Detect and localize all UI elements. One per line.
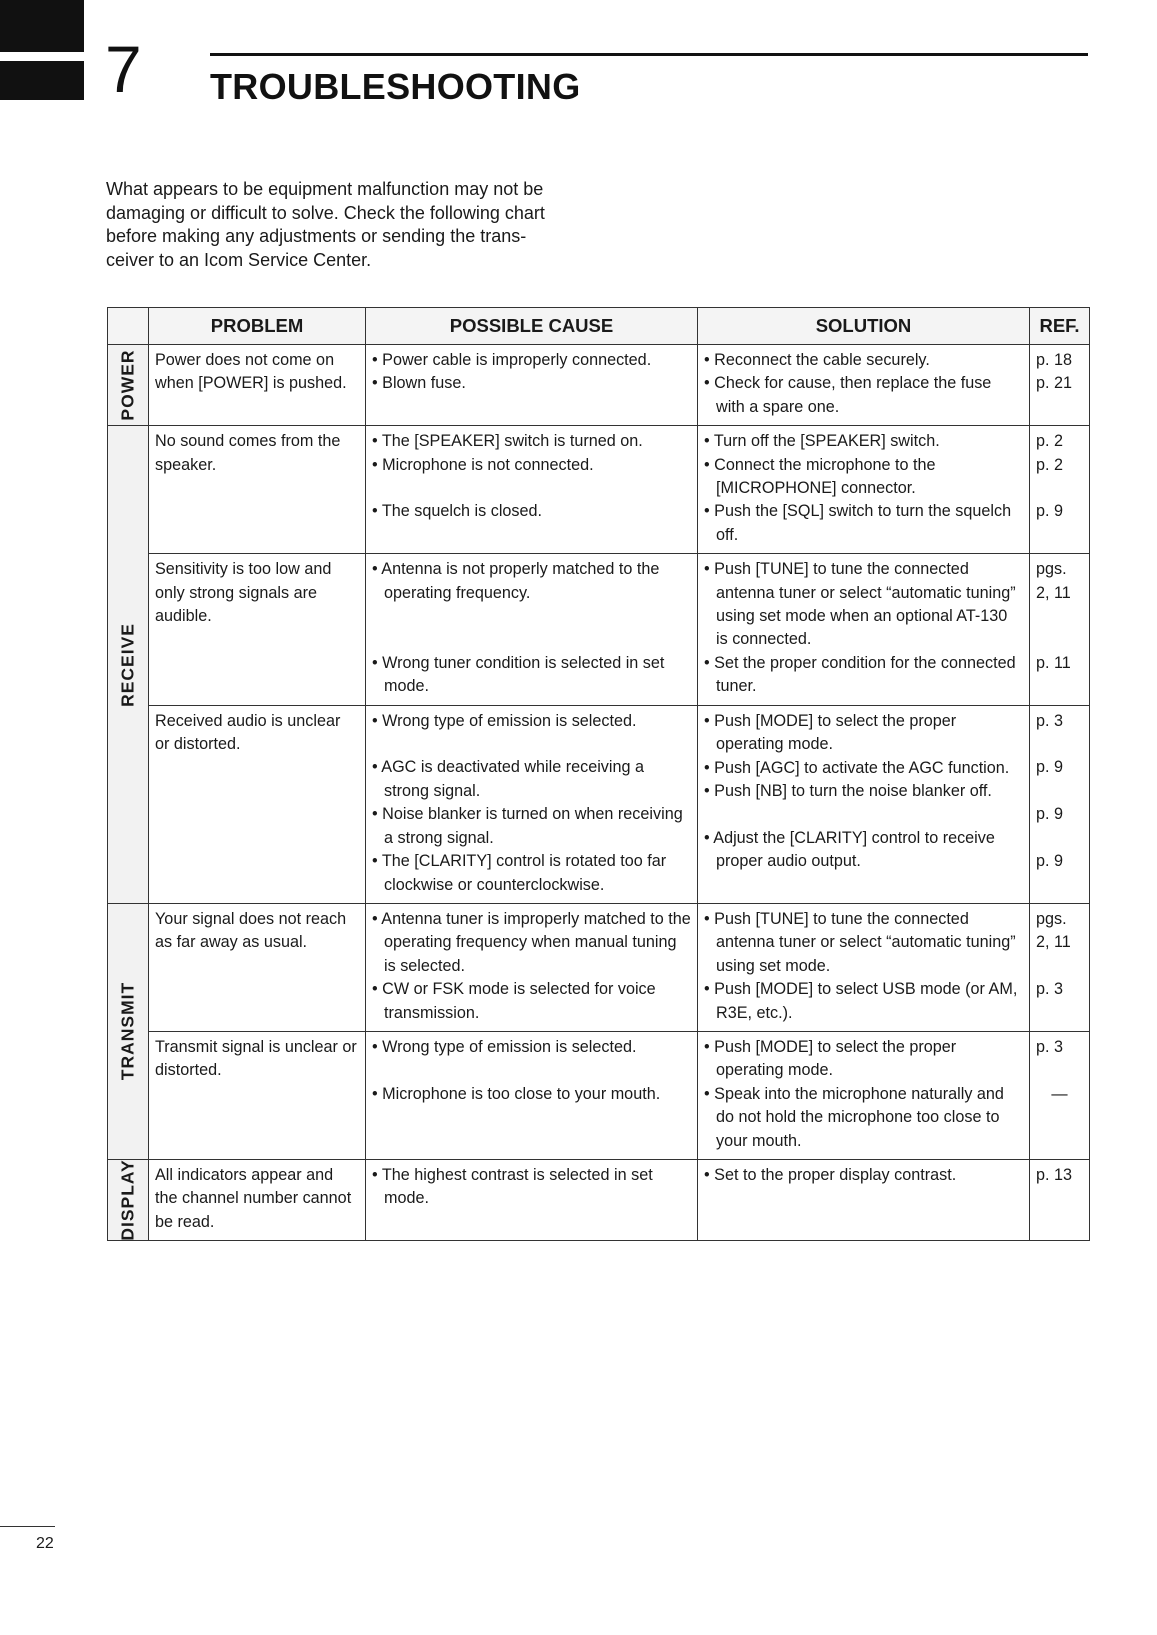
solution-item: • Push [TUNE] to tune the connected antenna tuner or select “automatic tuning” using set mode when an optional AT-130 is connected. bbox=[704, 560, 1016, 649]
solution-cell bbox=[698, 1159, 1030, 1240]
ref-item: pgs. bbox=[1036, 560, 1067, 579]
solution-cell bbox=[698, 345, 1030, 426]
ref-item: p. 11 bbox=[1036, 653, 1071, 672]
intro-line: before making any adjustments or sending the trans- bbox=[106, 226, 527, 246]
ref-item: 2, 11 bbox=[1036, 933, 1071, 952]
table-row bbox=[108, 705, 1090, 903]
intro-line: What appears to be equipment malfunction may not be bbox=[106, 179, 544, 199]
solution-cell bbox=[698, 426, 1030, 554]
category-receive bbox=[108, 426, 149, 904]
ref-cell bbox=[1030, 705, 1090, 903]
ref-item: p. 21 bbox=[1036, 374, 1073, 393]
cause-item: • AGC is deactivated while receiving a strong signal. bbox=[372, 758, 644, 800]
intro-paragraph bbox=[106, 178, 576, 272]
ref-item: p. 18 bbox=[1036, 351, 1073, 369]
solution-item: • Push [MODE] to select the proper operating mode. bbox=[704, 1037, 957, 1080]
cause-item: • Antenna is not properly matched to the operating frequency. bbox=[372, 560, 660, 602]
problem-cell: No sound comes from the speaker. bbox=[149, 426, 366, 554]
header-cause: POSSIBLE CAUSE bbox=[366, 308, 698, 345]
table-header-row bbox=[108, 308, 1090, 345]
solution-item: • Set the proper condition for the connected tuner. bbox=[704, 653, 1016, 696]
ref-cell bbox=[1030, 1031, 1090, 1159]
ref-item: pgs. bbox=[1036, 909, 1067, 928]
solution-item: • Push the [SQL] switch to turn the squelch off. bbox=[704, 502, 1012, 544]
category-label: TRANSMIT bbox=[117, 982, 138, 1081]
ref-item: p. 3 bbox=[1036, 711, 1064, 730]
chapter-title: TROUBLESHOOTING bbox=[210, 66, 581, 107]
cause-item: • The squelch is closed. bbox=[372, 502, 543, 521]
header-ref: REF. bbox=[1030, 308, 1090, 345]
header-problem: PROBLEM bbox=[149, 308, 366, 345]
solution-item: • Speak into the microphone naturally and do not hold the microphone too close to your mouth. bbox=[704, 1084, 1004, 1150]
cause-item: • Power cable is improperly connected. bbox=[372, 351, 652, 369]
solution-item: • Push [NB] to turn the noise blanker off. bbox=[704, 781, 992, 800]
chapter-tab-top bbox=[0, 0, 84, 52]
ref-item: p. 2 bbox=[1036, 455, 1064, 474]
ref-item: p. 3 bbox=[1036, 980, 1064, 999]
category-transmit bbox=[108, 903, 149, 1159]
ref-cell bbox=[1030, 345, 1090, 426]
solution-item: • Push [TUNE] to tune the connected antenna tuner or select “automatic tuning” using set mode. bbox=[704, 909, 1016, 975]
cause-item: • Wrong type of emission is selected. bbox=[372, 1037, 637, 1056]
cause-cell bbox=[366, 426, 698, 554]
ref-item: p. 2 bbox=[1036, 432, 1064, 451]
cause-item: • Microphone is too close to your mouth. bbox=[372, 1084, 661, 1103]
ref-item: 2, 11 bbox=[1036, 583, 1071, 602]
category-label: POWER bbox=[117, 349, 138, 421]
category-label: RECEIVE bbox=[117, 622, 138, 707]
solution-cell bbox=[698, 1031, 1030, 1159]
header-rule bbox=[210, 53, 1088, 56]
chapter-number: 7 bbox=[105, 32, 142, 106]
ref-item: p. 13 bbox=[1036, 1165, 1073, 1184]
solution-item: • Push [MODE] to select the proper operating mode. bbox=[704, 711, 957, 754]
cause-item: • Blown fuse. bbox=[372, 374, 466, 393]
solution-item: • Push [MODE] to select USB mode (or AM, R3E, etc.). bbox=[704, 980, 1018, 1022]
ref-item: p. 9 bbox=[1036, 758, 1064, 777]
category-display bbox=[108, 1159, 149, 1240]
problem-cell: Received audio is unclear or distorted. bbox=[149, 705, 366, 903]
solution-item: • Turn off the [SPEAKER] switch. bbox=[704, 432, 940, 451]
cause-item: • The highest contrast is selected in set mode. bbox=[372, 1165, 653, 1208]
cause-item: • Antenna tuner is improperly matched to the operating frequency when manual tuning is selected. bbox=[372, 909, 691, 975]
cause-item: • The [SPEAKER] switch is turned on. bbox=[372, 432, 643, 451]
table-row bbox=[108, 1159, 1090, 1240]
solution-item: • Push [AGC] to activate the AGC function. bbox=[704, 758, 1010, 777]
ref-cell bbox=[1030, 903, 1090, 1031]
cause-cell bbox=[366, 1159, 698, 1240]
problem-cell: Transmit signal is unclear or distorted. bbox=[149, 1031, 366, 1159]
problem-cell: All indicators appear and the channel number cannot be read. bbox=[149, 1159, 366, 1240]
ref-cell bbox=[1030, 554, 1090, 705]
problem-cell: Your signal does not reach as far away as usual. bbox=[149, 903, 366, 1031]
intro-line: damaging or difficult to solve. Check the following chart bbox=[106, 202, 545, 223]
cause-item: • Wrong tuner condition is selected in set mode. bbox=[372, 653, 665, 696]
header-category bbox=[108, 308, 149, 345]
ref-item: p. 9 bbox=[1036, 502, 1064, 521]
category-label: DISPLAY bbox=[117, 1159, 138, 1241]
table-row bbox=[108, 903, 1090, 1031]
problem-cell: Power does not come on when [POWER] is pushed. bbox=[149, 345, 366, 426]
cause-item: • The [CLARITY] control is rotated too far clockwise or counterclockwise. bbox=[372, 852, 667, 894]
solution-item: • Adjust the [CLARITY] control to receive proper audio output. bbox=[704, 828, 995, 871]
intro-line: ceiver to an Icom Service Center. bbox=[106, 249, 372, 270]
cause-cell bbox=[366, 903, 698, 1031]
chapter-tab-bottom bbox=[0, 61, 84, 100]
table-row bbox=[108, 1031, 1090, 1159]
solution-item: • Check for cause, then replace the fuse with a spare one. bbox=[704, 374, 992, 416]
cause-item: • Noise blanker is turned on when receiving a strong signal. bbox=[372, 805, 683, 847]
ref-cell bbox=[1030, 1159, 1090, 1240]
footer-rule bbox=[0, 1526, 55, 1527]
ref-item: — bbox=[1051, 1084, 1068, 1103]
troubleshooting-table bbox=[107, 307, 1090, 1241]
table-row bbox=[108, 345, 1090, 426]
header-solution: SOLUTION bbox=[698, 308, 1030, 345]
category-power bbox=[108, 345, 149, 426]
cause-cell bbox=[366, 1031, 698, 1159]
table-row bbox=[108, 426, 1090, 554]
ref-cell bbox=[1030, 426, 1090, 554]
solution-item: • Set to the proper display contrast. bbox=[704, 1165, 957, 1184]
problem-cell: Sensitivity is too low and only strong signals are audible. bbox=[149, 554, 366, 705]
ref-item: p. 3 bbox=[1036, 1037, 1064, 1056]
cause-cell bbox=[366, 345, 698, 426]
solution-cell bbox=[698, 554, 1030, 705]
cause-cell bbox=[366, 705, 698, 903]
cause-item: • Microphone is not connected. bbox=[372, 455, 594, 474]
solution-item: • Reconnect the cable securely. bbox=[704, 351, 930, 369]
page-number: 22 bbox=[36, 1535, 54, 1552]
ref-item: p. 9 bbox=[1036, 805, 1064, 824]
table-row bbox=[108, 554, 1090, 705]
cause-item: • CW or FSK mode is selected for voice transmission. bbox=[372, 980, 656, 1022]
solution-cell bbox=[698, 705, 1030, 903]
solution-item: • Connect the microphone to the [MICROPHONE] connector. bbox=[704, 455, 936, 498]
cause-cell bbox=[366, 554, 698, 705]
cause-item: • Wrong type of emission is selected. bbox=[372, 711, 637, 730]
solution-cell bbox=[698, 903, 1030, 1031]
ref-item: p. 9 bbox=[1036, 852, 1064, 871]
